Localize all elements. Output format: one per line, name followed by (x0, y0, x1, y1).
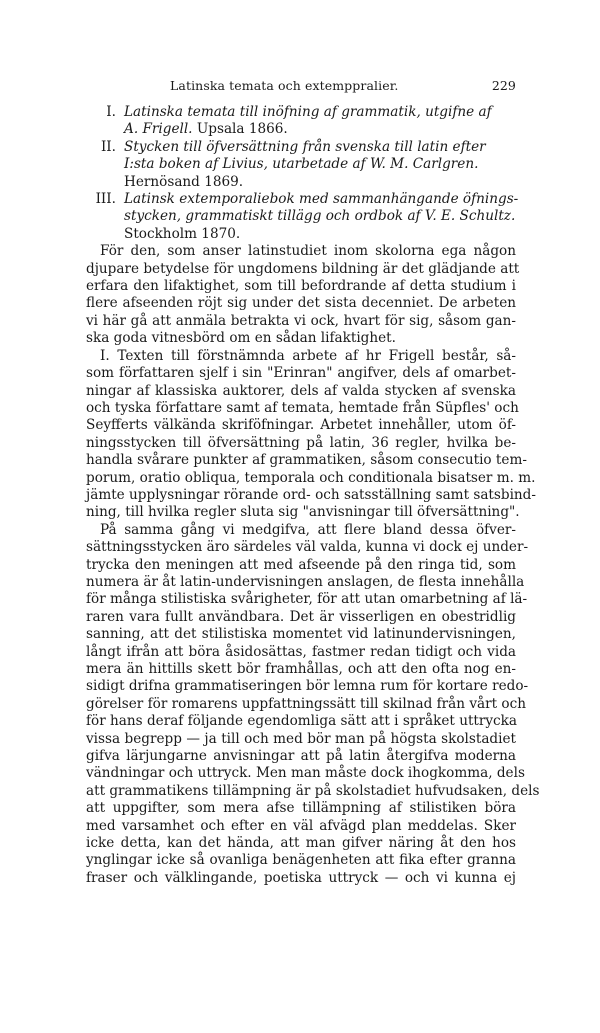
entry-title-text: stycken, grammatiskt tillägg och ordbok af V. E. Schultz. (124, 208, 516, 225)
bibliography-entry (86, 191, 519, 243)
entry-title-text: A. Frigell. (124, 121, 193, 138)
text-line: jämte upplysningar rörande ord- och satsställning samt satsbind- (86, 486, 536, 503)
running-title: Latinska temata och extemppralier. (170, 78, 399, 93)
text-line: vi här gå att anmäla betrakta vi ock, hvart för sig, såsom gan- (86, 312, 516, 329)
text-line: med varsamhet och efter en väl afvägd plan meddelas. Sker (86, 817, 516, 834)
text-line: ningsstycken till öfversättning på latin, 36 regler, hvilka be- (86, 434, 516, 451)
entry-line (124, 208, 516, 225)
text-line: för många stilistiska svårigheter, för att utan omarbetning af lä- (86, 591, 528, 608)
entry-line (124, 156, 516, 173)
text-line: att uppgifter, som mera afse tillämpning af stilistiken böra (86, 800, 516, 817)
text-line: och tyska författare samt af temata, hemtade från Süpfles' och (86, 399, 519, 416)
bibliography-entry (86, 139, 516, 191)
text-line: trycka den meningen att med afseende på den ringa tid, som (86, 556, 516, 573)
entry-number: II. (100, 138, 116, 155)
paragraph-intro (86, 243, 520, 347)
bibliography-entry (86, 104, 516, 139)
text-line: Seyfferts välkända skriföfningar. Arbetet innehåller, utom öf- (86, 417, 516, 434)
text-line: sättningsstycken äro särdeles väl valda, kunna vi dock ej under- (86, 539, 529, 556)
entry-line (124, 104, 516, 121)
paragraph-frigell-review (86, 347, 536, 522)
entry-line (124, 139, 516, 156)
text-line: djupare betydelse för ungdomens bildning är det glädjande att (86, 260, 520, 277)
text-line: vändningar och uttryck. Men man måste dock ihogkomma, dels (86, 765, 525, 782)
page-number: 229 (491, 78, 516, 93)
entry-title-text: Stycken till öfversättning från svenska till latin efter (124, 138, 486, 155)
bibliography-list (86, 104, 519, 243)
text-line: sanning, att det stilistiska momentet vid latinundervisningen, (86, 626, 516, 643)
entry-line (124, 121, 516, 138)
text-line: erfara den lifaktighet, som till befordrande af detta studium i (86, 278, 516, 295)
entry-number: I. (106, 104, 116, 120)
text-line: som författaren sjelf i sin "Erinran" angifver, dels af omarbet- (86, 365, 516, 382)
entry-title-text: Latinsk extemporaliebok med sammanhängande öfnings- (124, 191, 519, 208)
text-line: ning, till hvilka regler sluta sig "anvisningar till öfversättning". (86, 504, 520, 521)
entry-title-text: Latinska temata till inöfning af grammatik, utgifne af (124, 104, 492, 120)
text-line: numera är åt latin-undervisningen anslagen, de flesta innehålla (86, 573, 525, 590)
text-line: I. Texten till förstnämnda arbete af hr Frigell består, så- (100, 347, 516, 364)
text-line: handla svårare punkter af grammatiken, såsom consecutio tem- (86, 452, 527, 469)
text-line: fraser och välklingande, poetiska uttryck — och vi kunna ej (86, 869, 516, 886)
text-line: för hans deraf följande egendomliga sätt att i språket uttrycka (86, 713, 518, 730)
text-line: långt ifrån att böra åsidosättas, fastmer redan tidigt och vida (86, 643, 516, 660)
text-line: flere afseenden röjt sig under det sista decenniet. De arbeten (86, 295, 516, 312)
entry-line (124, 174, 516, 191)
text-line: mera än hittills skett bör framhållas, och att den ofta nog en- (86, 661, 516, 677)
text-line: vissa begrepp — ja till och med bör man på högsta skolstadiet (86, 730, 516, 747)
entry-number: III. (95, 191, 116, 208)
text-line: sidigt drifna grammatiseringen bör lemna rum för kortare redo- (86, 678, 529, 695)
entry-imprint-text: Hernösand 1869. (124, 173, 244, 190)
text-line: att grammatikens tillämpning är på skolstadiet hufvudsaken, dels (86, 782, 540, 799)
text-line: På samma gång vi medgifva, att flere bland dessa öfver- (100, 521, 516, 538)
text-line: gifva lärjungarne anvisningar att på latin återgifva moderna (86, 748, 516, 765)
text-line: För den, som anser latinstudiet inom skolorna ega någon (100, 243, 516, 260)
entry-line (124, 191, 519, 208)
entry-title-text: I:sta boken af Livius, utarbetade af W. M. Carlgren. (124, 156, 479, 173)
entry-imprint-text: Upsala 1866. (192, 121, 288, 138)
book-page (86, 78, 540, 887)
entry-imprint-text: Stockholm 1870. (124, 225, 241, 242)
entry-line (124, 226, 516, 243)
text-line: ynglingar icke så ovanliga benägenheten att fika efter granna (86, 852, 516, 869)
text-line: raren vara fullt användbara. Det är visserligen en obestridlig (86, 608, 516, 625)
body-text (86, 243, 540, 887)
text-line: ningar af klassiska auktorer, dels af valda stycken af svenska (86, 382, 516, 399)
text-line: görelser för romarens uppfattningssätt till skilnad från vårt och (86, 695, 526, 712)
text-line: ska goda vitnesbörd om en sådan lifaktighet. (86, 330, 396, 347)
paragraph-stylistics (86, 521, 540, 888)
text-line: porum, oratio obliqua, temporala och conditionala bisatser m. m. (86, 469, 536, 486)
text-line: icke detta, kan det hända, att man gifver näring åt den hos (86, 835, 516, 852)
running-head (86, 78, 516, 102)
